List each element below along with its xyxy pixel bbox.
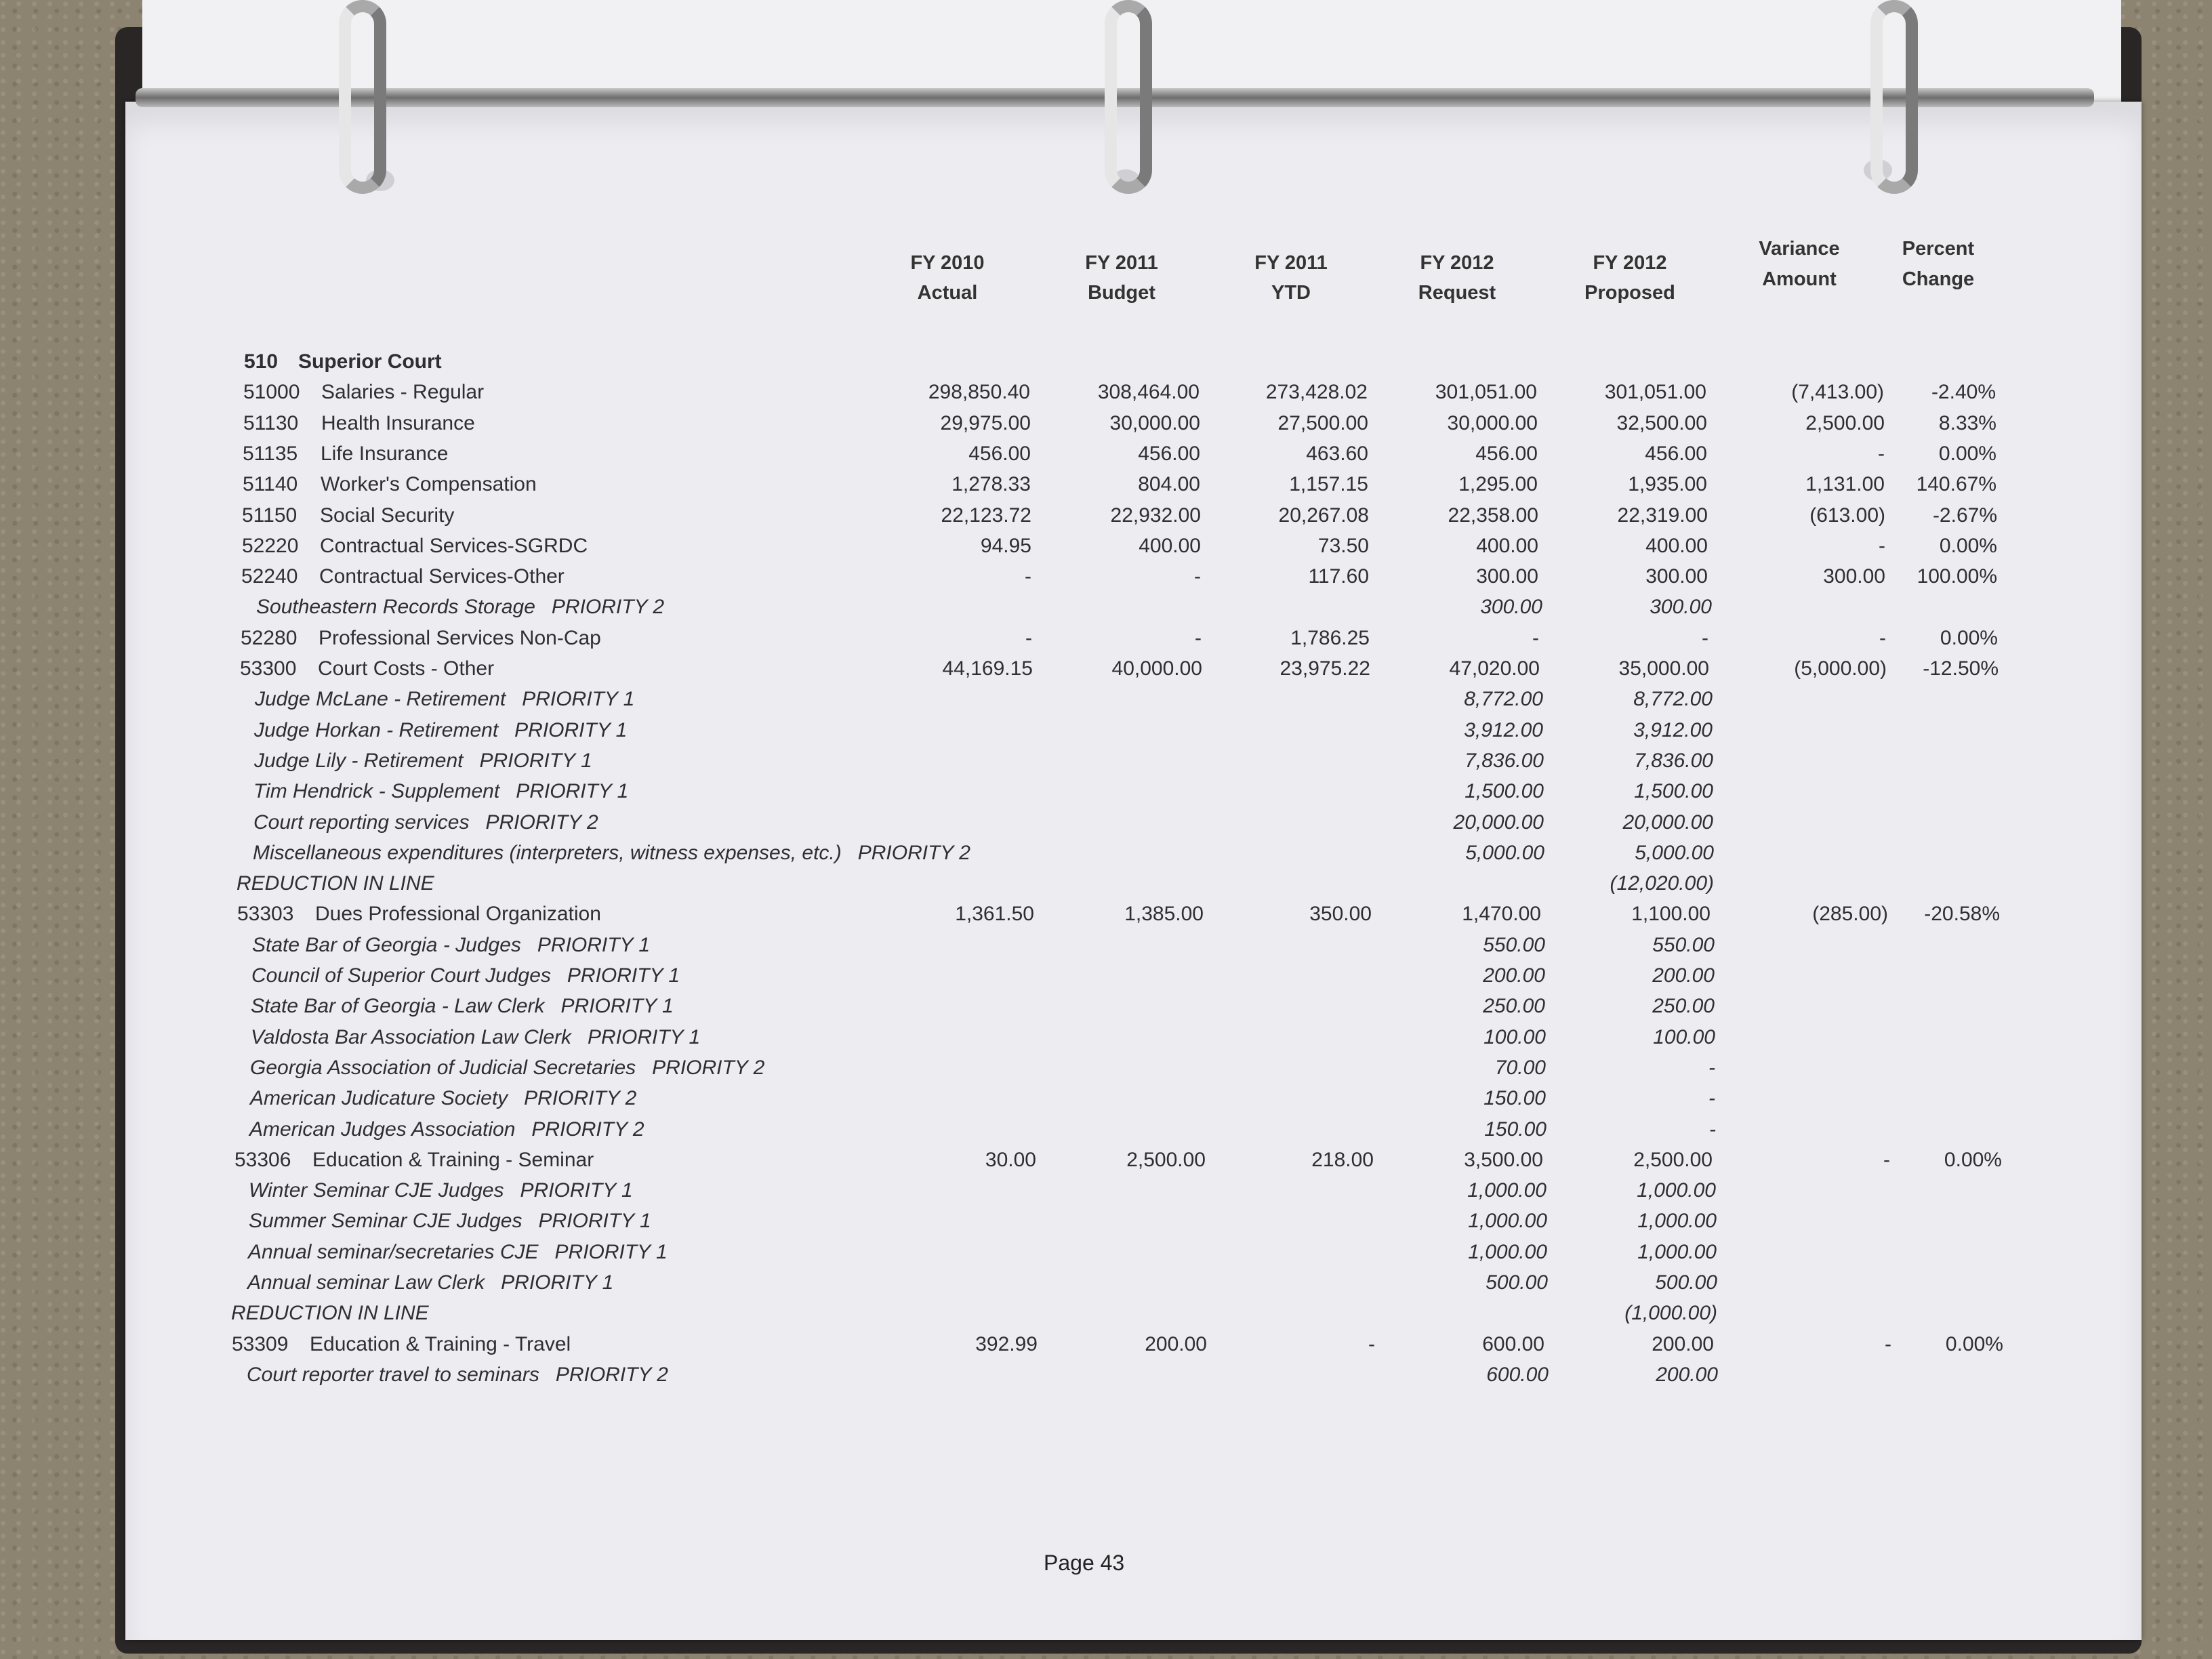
- value-cell: -: [1194, 565, 1201, 588]
- account-code: 51150: [242, 504, 298, 527]
- account-name: State Bar of Georgia - Judges: [252, 933, 521, 956]
- table-row: [0, 808, 2212, 838]
- value-cell: (5,000.00): [1794, 657, 1887, 680]
- table-row: [0, 1053, 2212, 1083]
- value-cell: -2.67%: [1932, 504, 1997, 527]
- value-cell: 301,051.00: [1435, 381, 1537, 404]
- account-name: Professional Services Non-Cap: [319, 626, 601, 649]
- account-name: Tim Hendrick - Supplement: [253, 780, 500, 803]
- value-cell: 200.00: [1652, 1332, 1714, 1355]
- account-name: Southeastern Records Storage: [256, 596, 535, 619]
- table-row: [0, 1115, 2212, 1145]
- row-label: [254, 716, 627, 745]
- row-label: [251, 991, 674, 1021]
- row-label: [249, 1206, 651, 1236]
- value-cell: 300.00: [1476, 565, 1538, 588]
- priority-tag: PRIORITY 2: [524, 1087, 637, 1110]
- account-name: Summer Seminar CJE Judges: [249, 1210, 523, 1233]
- value-cell: 1,295.00: [1458, 473, 1538, 496]
- table-row: [0, 684, 2212, 714]
- priority-tag: PRIORITY 2: [551, 596, 665, 619]
- row-label: [256, 592, 664, 622]
- value-cell: 1,500.00: [1634, 780, 1713, 803]
- value-cell: (1,000.00): [1624, 1302, 1717, 1325]
- column-header: FY 2012: [1593, 252, 1667, 274]
- priority-tag: PRIORITY 1: [588, 1025, 701, 1048]
- value-cell: -: [1878, 442, 1885, 465]
- priority-tag: PRIORITY 1: [522, 688, 635, 711]
- priority-tag: PRIORITY 1: [520, 1179, 633, 1202]
- table-row: [0, 439, 2212, 469]
- table-row: [0, 1176, 2212, 1206]
- row-label: [253, 808, 598, 838]
- row-label: [247, 1268, 613, 1298]
- account-code: 52240: [241, 565, 298, 588]
- account-name: Salaries - Regular: [321, 381, 485, 404]
- value-cell: 1,786.25: [1290, 626, 1370, 649]
- priority-tag: PRIORITY 2: [485, 811, 598, 834]
- account-name: REDUCTION IN LINE: [231, 1302, 429, 1325]
- value-cell: 400.00: [1476, 534, 1538, 557]
- value-cell: 7,836.00: [1634, 749, 1713, 772]
- value-cell: 550.00: [1483, 933, 1545, 956]
- account-name: Contractual Services-Other: [319, 565, 565, 588]
- value-cell: -: [1025, 565, 1031, 588]
- account-code: 53303: [237, 903, 294, 926]
- table-row: [0, 869, 2212, 899]
- account-name: Judge McLane - Retirement: [255, 688, 506, 711]
- row-label: [232, 1330, 571, 1359]
- table-row: [0, 1084, 2212, 1113]
- row-label: [231, 1298, 429, 1328]
- value-cell: 300.00: [1650, 596, 1712, 619]
- value-cell: 200.00: [1656, 1363, 1718, 1386]
- table-row: [0, 1330, 2212, 1359]
- row-label: [241, 562, 565, 592]
- value-cell: 463.60: [1306, 442, 1368, 465]
- value-cell: 456.00: [1475, 442, 1538, 465]
- account-code: 51140: [243, 473, 298, 496]
- value-cell: 40,000.00: [1111, 657, 1202, 680]
- value-cell: -: [1532, 626, 1539, 649]
- value-cell: (12,020.00): [1610, 872, 1714, 895]
- value-cell: 30,000.00: [1447, 411, 1538, 434]
- priority-tag: PRIORITY 2: [555, 1363, 668, 1386]
- value-cell: 400.00: [1139, 534, 1201, 557]
- value-cell: 0.00%: [1944, 1148, 2002, 1171]
- value-cell: 1,000.00: [1468, 1210, 1547, 1233]
- value-cell: -20.58%: [1924, 903, 2000, 926]
- value-cell: 0.00%: [1939, 534, 1997, 557]
- account-name: Worker's Compensation: [321, 473, 537, 496]
- column-header-sub: Change: [1902, 268, 1975, 290]
- account-name: Court reporter travel to seminars: [247, 1363, 539, 1386]
- column-header-sub: YTD: [1271, 282, 1311, 304]
- value-cell: 30,000.00: [1109, 411, 1200, 434]
- value-cell: 600.00: [1482, 1332, 1544, 1355]
- value-cell: 300.00: [1645, 565, 1708, 588]
- value-cell: 0.00%: [1940, 626, 1998, 649]
- value-cell: -: [1195, 626, 1202, 649]
- account-code: 51130: [243, 411, 299, 434]
- table-row: [0, 592, 2212, 622]
- value-cell: 140.67%: [1916, 473, 1996, 496]
- value-cell: 150.00: [1483, 1087, 1546, 1110]
- priority-tag: PRIORITY 1: [516, 780, 629, 803]
- table-row: [0, 899, 2212, 929]
- value-cell: 500.00: [1655, 1271, 1717, 1294]
- row-label: [247, 1360, 668, 1390]
- value-cell: 200.00: [1145, 1332, 1207, 1355]
- table-row: [0, 409, 2212, 438]
- value-cell: 1,000.00: [1637, 1210, 1717, 1233]
- priority-tag: PRIORITY 1: [567, 964, 680, 987]
- value-cell: (285.00): [1812, 903, 1888, 926]
- account-code: 53306: [234, 1148, 291, 1171]
- priority-tag: PRIORITY 1: [501, 1271, 614, 1294]
- column-header: FY 2011: [1254, 252, 1328, 274]
- table-row: [0, 991, 2212, 1021]
- value-cell: 1,278.33: [951, 473, 1031, 496]
- value-cell: 20,267.08: [1278, 504, 1369, 527]
- value-cell: 273,428.02: [1265, 381, 1368, 404]
- row-label: [240, 654, 494, 684]
- value-cell: -: [1708, 1087, 1715, 1110]
- column-header-sub: Amount: [1762, 268, 1837, 290]
- value-cell: 8.33%: [1938, 411, 1996, 434]
- row-label: [243, 377, 484, 407]
- column-header: Variance: [1759, 238, 1840, 260]
- table-row: [0, 531, 2212, 561]
- value-cell: 30.00: [985, 1148, 1036, 1171]
- account-code: 52220: [242, 534, 299, 557]
- row-label: [243, 470, 537, 499]
- row-label: [249, 1176, 633, 1206]
- row-label: [255, 684, 634, 714]
- row-label: [242, 531, 588, 561]
- row-label: [254, 746, 592, 776]
- priority-tag: PRIORITY 2: [857, 841, 970, 864]
- value-cell: 5,000.00: [1465, 841, 1544, 864]
- value-cell: 20,000.00: [1453, 811, 1544, 834]
- value-cell: 350.00: [1309, 903, 1372, 926]
- priority-tag: PRIORITY 1: [538, 1210, 651, 1233]
- value-cell: 100.00: [1483, 1025, 1546, 1048]
- account-code: 53300: [240, 657, 297, 680]
- value-cell: 250.00: [1652, 995, 1715, 1018]
- account-name: Georgia Association of Judicial Secretaries: [250, 1056, 636, 1079]
- row-label: [253, 777, 628, 806]
- value-cell: 804.00: [1138, 473, 1200, 496]
- value-cell: 550.00: [1652, 933, 1715, 956]
- row-label: [237, 869, 434, 899]
- value-cell: 1,000.00: [1467, 1179, 1547, 1202]
- account-name: Judge Horkan - Retirement: [254, 718, 499, 741]
- column-header: FY 2012: [1420, 252, 1494, 274]
- value-cell: 94.95: [980, 534, 1031, 557]
- table-row: [0, 777, 2212, 806]
- table-row: [0, 1023, 2212, 1052]
- value-cell: 456.00: [968, 442, 1031, 465]
- account-name: Judge Lily - Retirement: [254, 749, 464, 772]
- value-cell: -: [1883, 1148, 1890, 1171]
- value-cell: -: [1025, 626, 1032, 649]
- value-cell: -: [1879, 626, 1886, 649]
- account-name: Winter Seminar CJE Judges: [249, 1179, 504, 1202]
- account-name: Miscellaneous expenditures (interpreters, witness expenses, etc.): [253, 841, 842, 864]
- column-header-sub: Budget: [1088, 282, 1155, 304]
- value-cell: 0.00%: [1945, 1332, 2003, 1355]
- value-cell: -: [1708, 1056, 1715, 1079]
- account-name: American Judicature Society: [250, 1087, 508, 1110]
- account-code: 51000: [243, 381, 300, 404]
- value-cell: (613.00): [1809, 504, 1885, 527]
- value-cell: 3,912.00: [1464, 718, 1543, 741]
- value-cell: -: [1702, 626, 1708, 649]
- column-header: FY 2010: [910, 252, 985, 274]
- account-name: American Judges Association: [249, 1118, 516, 1141]
- value-cell: 308,464.00: [1097, 381, 1200, 404]
- value-cell: 29,975.00: [940, 411, 1031, 434]
- account-name: Annual seminar/secretaries CJE: [248, 1240, 539, 1263]
- value-cell: 1,361.50: [955, 903, 1034, 926]
- account-name: Health Insurance: [321, 411, 475, 434]
- value-cell: 0.00%: [1938, 442, 1996, 465]
- row-label: [253, 838, 970, 868]
- value-cell: (7,413.00): [1791, 381, 1884, 404]
- value-cell: 1,000.00: [1468, 1240, 1547, 1263]
- row-label: [248, 1237, 668, 1267]
- column-header-sub: Proposed: [1584, 282, 1675, 304]
- table-row: [0, 654, 2212, 684]
- account-name: Life Insurance: [321, 442, 449, 465]
- account-name: Court Costs - Other: [318, 657, 495, 680]
- row-label: [244, 347, 442, 377]
- value-cell: 20,000.00: [1622, 811, 1713, 834]
- value-cell: 500.00: [1486, 1271, 1548, 1294]
- value-cell: 456.00: [1645, 442, 1707, 465]
- value-cell: 1,385.00: [1124, 903, 1204, 926]
- value-cell: 32,500.00: [1616, 411, 1707, 434]
- table-row: [0, 377, 2212, 407]
- account-name: Contractual Services-SGRDC: [320, 534, 588, 557]
- account-code: 510: [244, 350, 279, 373]
- value-cell: 400.00: [1645, 534, 1708, 557]
- value-cell: 47,020.00: [1449, 657, 1540, 680]
- row-label: [242, 501, 454, 531]
- table-row: [0, 746, 2212, 776]
- priority-tag: PRIORITY 1: [554, 1240, 668, 1263]
- account-code: 52280: [241, 626, 298, 649]
- value-cell: 218.00: [1311, 1148, 1374, 1171]
- table-row: [0, 961, 2212, 991]
- value-cell: 22,319.00: [1617, 504, 1708, 527]
- row-label: [252, 930, 650, 960]
- table-row: [0, 1268, 2212, 1298]
- value-cell: 2,500.00: [1126, 1148, 1206, 1171]
- row-label: [250, 1084, 636, 1113]
- account-name: Council of Superior Court Judges: [251, 964, 551, 987]
- account-name: Annual seminar Law Clerk: [247, 1271, 485, 1294]
- value-cell: 100.00: [1653, 1025, 1715, 1048]
- row-label: [237, 899, 601, 929]
- value-cell: 1,131.00: [1805, 473, 1885, 496]
- value-cell: 5,000.00: [1635, 841, 1714, 864]
- table-row: [0, 562, 2212, 592]
- table-row: [0, 1237, 2212, 1267]
- table-row: [0, 930, 2212, 960]
- table-row: [0, 1298, 2212, 1328]
- value-cell: 1,000.00: [1637, 1179, 1716, 1202]
- value-cell: -2.40%: [1931, 381, 1996, 404]
- table-row: [0, 1145, 2212, 1175]
- account-name: Social Security: [320, 504, 455, 527]
- value-cell: 301,051.00: [1604, 381, 1706, 404]
- table-row: [0, 1206, 2212, 1236]
- column-header-sub: Request: [1418, 282, 1496, 304]
- value-cell: 8,772.00: [1633, 688, 1713, 711]
- row-label: [243, 439, 448, 469]
- value-cell: 1,500.00: [1465, 780, 1544, 803]
- value-cell: 1,935.00: [1628, 473, 1707, 496]
- value-cell: 8,772.00: [1464, 688, 1543, 711]
- priority-tag: PRIORITY 1: [560, 995, 674, 1018]
- priority-tag: PRIORITY 2: [652, 1056, 765, 1079]
- value-cell: 392.99: [975, 1332, 1038, 1355]
- row-label: [251, 961, 680, 991]
- row-label: [243, 409, 475, 438]
- value-cell: 7,836.00: [1465, 749, 1544, 772]
- value-cell: 600.00: [1486, 1363, 1549, 1386]
- account-name: Education & Training - Seminar: [312, 1148, 594, 1171]
- account-code: 51135: [243, 442, 298, 465]
- row-label: [251, 1023, 700, 1052]
- value-cell: 298,850.40: [928, 381, 1030, 404]
- table-row: [0, 501, 2212, 531]
- value-cell: 1,470.00: [1462, 903, 1541, 926]
- table-row: [0, 623, 2212, 653]
- row-label: [249, 1115, 644, 1145]
- value-cell: 1,100.00: [1631, 903, 1711, 926]
- value-cell: 200.00: [1483, 964, 1545, 987]
- value-cell: 300.00: [1480, 596, 1542, 619]
- value-cell: 117.60: [1308, 565, 1369, 588]
- row-label: [234, 1145, 594, 1175]
- value-cell: 22,358.00: [1448, 504, 1538, 527]
- value-cell: 2,500.00: [1805, 411, 1885, 434]
- page-number: Page 43: [1044, 1551, 1125, 1575]
- value-cell: 44,169.15: [942, 657, 1033, 680]
- value-cell: -12.50%: [1923, 657, 1999, 680]
- value-cell: 3,500.00: [1464, 1148, 1543, 1171]
- value-cell: 100.00%: [1917, 565, 1997, 588]
- account-name: Superior Court: [298, 350, 442, 373]
- column-header-sub: Actual: [917, 282, 978, 304]
- account-name: Court reporting services: [253, 811, 470, 834]
- value-cell: 27,500.00: [1277, 411, 1368, 434]
- account-name: Dues Professional Organization: [315, 903, 601, 926]
- value-cell: 22,932.00: [1110, 504, 1201, 527]
- table-row: [0, 470, 2212, 499]
- row-label: [241, 623, 601, 653]
- value-cell: 1,157.15: [1289, 473, 1368, 496]
- value-cell: 456.00: [1138, 442, 1200, 465]
- value-cell: 150.00: [1484, 1118, 1547, 1141]
- account-name: State Bar of Georgia - Law Clerk: [251, 995, 545, 1018]
- value-cell: 70.00: [1494, 1056, 1546, 1079]
- value-cell: -: [1368, 1332, 1375, 1355]
- value-cell: 2,500.00: [1633, 1148, 1713, 1171]
- account-name: Education & Training - Travel: [310, 1332, 571, 1355]
- value-cell: 73.50: [1317, 534, 1369, 557]
- priority-tag: PRIORITY 1: [479, 749, 592, 772]
- table-row: [0, 716, 2212, 745]
- value-cell: 200.00: [1652, 964, 1715, 987]
- value-cell: -: [1709, 1118, 1716, 1141]
- table-row: [0, 838, 2212, 868]
- value-cell: 35,000.00: [1618, 657, 1709, 680]
- value-cell: 3,912.00: [1633, 718, 1713, 741]
- column-header: FY 2011: [1085, 252, 1158, 274]
- account-code: 53309: [232, 1332, 289, 1355]
- row-label: [250, 1053, 764, 1083]
- value-cell: 300.00: [1823, 565, 1885, 588]
- priority-tag: PRIORITY 1: [514, 718, 628, 741]
- account-name: REDUCTION IN LINE: [237, 872, 434, 895]
- value-cell: 1,000.00: [1637, 1240, 1717, 1263]
- value-cell: 250.00: [1483, 995, 1545, 1018]
- value-cell: 23,975.22: [1279, 657, 1370, 680]
- priority-tag: PRIORITY 2: [531, 1118, 644, 1141]
- column-header: Percent: [1902, 238, 1975, 260]
- value-cell: -: [1885, 1332, 1891, 1355]
- table-row: [0, 1360, 2212, 1390]
- value-cell: 22,123.72: [941, 504, 1031, 527]
- account-name: Valdosta Bar Association Law Clerk: [251, 1025, 571, 1048]
- priority-tag: PRIORITY 1: [537, 933, 651, 956]
- table-row: [0, 347, 2212, 377]
- value-cell: -: [1879, 534, 1885, 557]
